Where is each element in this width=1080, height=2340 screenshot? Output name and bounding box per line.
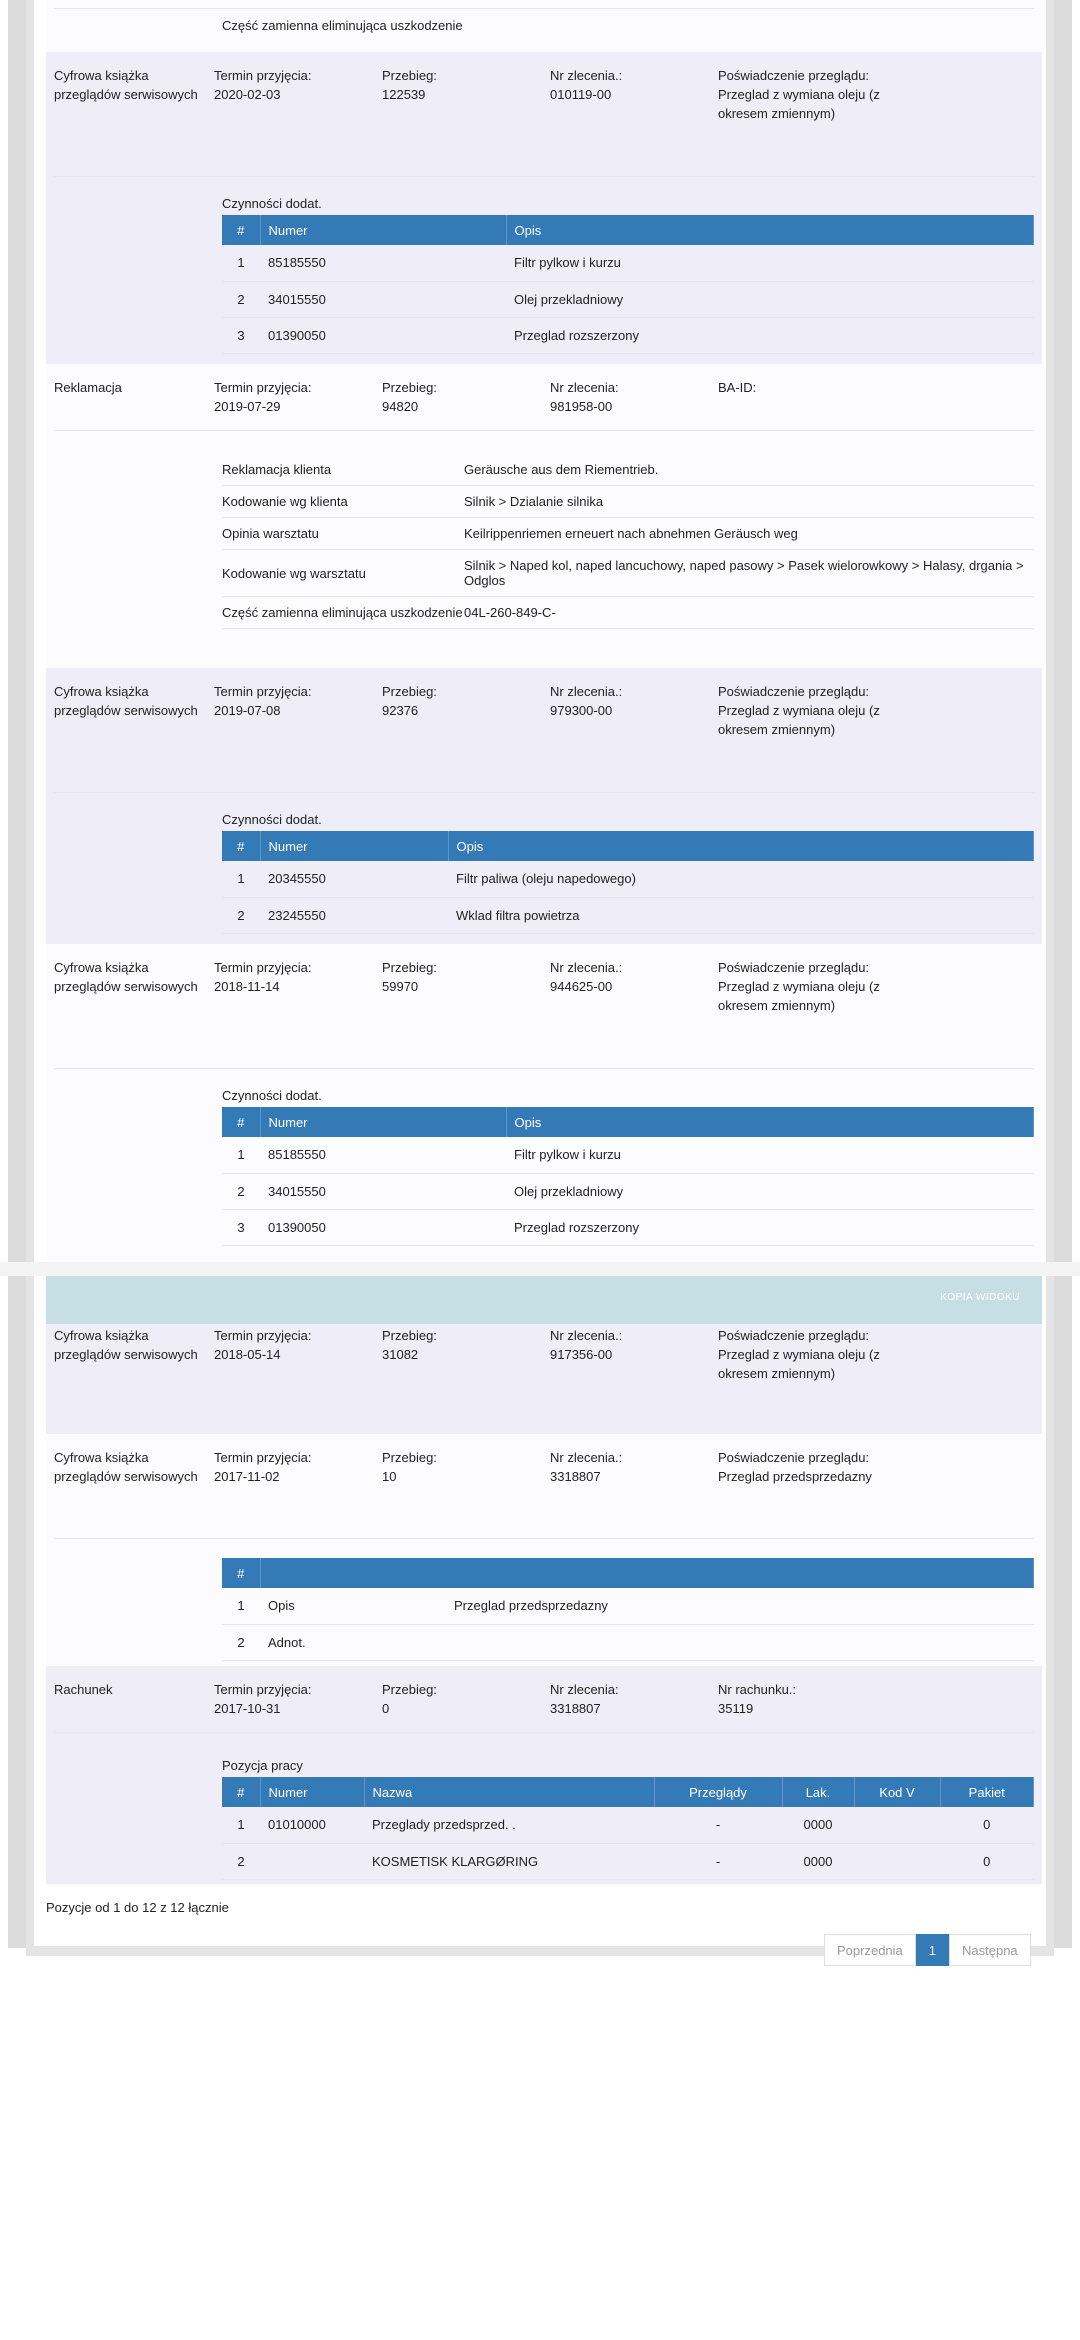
date-label: Termin przyjęcia: xyxy=(214,1682,312,1697)
certificate-value: Przeglad z wymiana oleju (z okresem zmiennym) xyxy=(718,1347,880,1381)
date-value: 2019-07-08 xyxy=(214,703,281,718)
order-label: Nr zlecenia: xyxy=(550,1682,619,1697)
extra-work-table xyxy=(222,215,1034,354)
order-label: Nr zlecenia: xyxy=(550,380,619,395)
order-value: 010119-00 xyxy=(550,87,612,102)
work-items-title: Pozycja pracy xyxy=(222,1758,303,1773)
entry-complaint xyxy=(46,364,1042,668)
table-row: 3 01390050 Przeglad rozszerzony xyxy=(222,317,1034,353)
date-label: Termin przyjęcia: xyxy=(214,960,312,975)
mileage-label: Przebieg: xyxy=(382,960,437,975)
divider xyxy=(54,8,1034,9)
entry-service-2017-11 xyxy=(46,1434,1042,1666)
date-label: Termin przyjęcia: xyxy=(214,1328,312,1343)
col-pakiet: Pakiet xyxy=(940,1777,1034,1807)
certificate-value: Przeglad z wymiana oleju (z okresem zmiennym) xyxy=(718,87,880,121)
date-value: 2017-10-31 xyxy=(214,1701,281,1716)
col-kod-v: Kod V xyxy=(854,1777,940,1807)
divider xyxy=(54,1538,1034,1539)
col-num: # xyxy=(222,215,260,245)
screenshot-seam xyxy=(0,1262,1080,1276)
table-row: 1 01010000 Przeglady przedsprzed. . - 0000 0 xyxy=(222,1807,1034,1843)
table-row: 2 Adnot. xyxy=(222,1624,1034,1660)
table-row: 2 23245550 Wklad filtra powietrza xyxy=(222,897,1034,933)
invoice-number-label: Nr rachunku.: xyxy=(718,1682,797,1697)
mileage-value: 94820 xyxy=(382,399,419,414)
col-numer: Numer xyxy=(260,831,448,861)
col-opis: Opis xyxy=(506,1107,1034,1137)
entry-type: Cyfrowa książka przeglądów serwisowych xyxy=(54,1328,198,1362)
divider xyxy=(54,792,1034,793)
page-1-button[interactable]: 1 xyxy=(916,1934,949,1966)
entry-service-2018-11 xyxy=(46,944,1042,1262)
mileage-value: 122539 xyxy=(382,87,426,102)
col-num: # xyxy=(222,1777,260,1807)
mileage-value: 10 xyxy=(382,1469,397,1484)
mileage-value: 92376 xyxy=(382,703,419,718)
entry-type: Cyfrowa książka przeglądów serwisowych xyxy=(54,960,198,994)
detail-row: Kodowanie wg klienta Silnik > Dzialanie silnika xyxy=(222,486,1034,518)
table-row: 1 85185550 Filtr pylkow i kurzu xyxy=(222,245,1034,281)
table-row: 1 85185550 Filtr pylkow i kurzu xyxy=(222,1137,1034,1173)
detail-label: Część zamienna eliminująca uszkodzenie xyxy=(222,18,463,33)
certificate-value: Przeglad z wymiana oleju (z okresem zmiennym) xyxy=(718,703,880,737)
mileage-label: Przebieg: xyxy=(382,684,437,699)
entry-type: Rachunek xyxy=(54,1682,113,1697)
date-value: 2017-11-02 xyxy=(214,1469,280,1484)
detail-row: Część zamienna eliminująca uszkodzenie 04L-260-849-C- xyxy=(222,597,1034,629)
order-value: 917356-00 xyxy=(550,1347,613,1362)
col-lak: Lak. xyxy=(782,1777,854,1807)
certificate-label: Poświadczenie przeglądu: xyxy=(718,68,870,83)
entry-type: Cyfrowa książka przeglądów serwisowych xyxy=(54,684,198,718)
mileage-value: 0 xyxy=(382,1701,390,1716)
date-label: Termin przyjęcia: xyxy=(214,1450,312,1465)
col-numer: Numer xyxy=(260,1107,506,1137)
copy-view-label[interactable]: KOPIA WIDOKU xyxy=(940,1292,1020,1303)
mileage-label: Przebieg: xyxy=(382,380,437,395)
order-label: Nr zlecenia.: xyxy=(550,1328,623,1343)
mileage-label: Przebieg: xyxy=(382,1328,437,1343)
col-num: # xyxy=(222,1558,260,1588)
mileage-label: Przebieg: xyxy=(382,1682,437,1697)
order-label: Nr zlecenia.: xyxy=(550,1450,623,1465)
extra-work-table xyxy=(222,831,1034,934)
col-empty xyxy=(260,1558,1034,1588)
divider xyxy=(54,1068,1034,1069)
divider xyxy=(54,176,1034,177)
extra-work-title: Czynności dodat. xyxy=(222,812,322,827)
table-row: 2 KOSMETISK KLARGØRING - 0000 0 xyxy=(222,1843,1034,1879)
mileage-value: 59970 xyxy=(382,979,419,994)
col-nazwa: Nazwa xyxy=(364,1777,654,1807)
mileage-label: Przebieg: xyxy=(382,1450,437,1465)
table-row: 3 01390050 Przeglad rozszerzony xyxy=(222,1209,1034,1245)
extra-work-title: Czynności dodat. xyxy=(222,1088,322,1103)
inspection-table xyxy=(222,1558,1034,1661)
order-label: Nr zlecenia.: xyxy=(550,68,623,83)
col-opis: Opis xyxy=(448,831,1034,861)
entry-detail-tail xyxy=(46,0,1042,52)
entry-invoice xyxy=(46,1666,1042,1884)
ba-id-label: BA-ID: xyxy=(718,380,757,395)
col-opis: Opis xyxy=(506,215,1034,245)
pagination xyxy=(824,1934,1031,1966)
entry-service-2018-05 xyxy=(46,1324,1042,1434)
prev-page-button[interactable]: Poprzednia xyxy=(824,1934,916,1966)
certificate-label: Poświadczenie przeglądu: xyxy=(718,1328,870,1343)
date-label: Termin przyjęcia: xyxy=(214,68,312,83)
col-przeglady: Przeglądy xyxy=(654,1777,782,1807)
date-value: 2018-11-14 xyxy=(214,979,280,994)
col-numer: Numer xyxy=(260,1777,364,1807)
col-num: # xyxy=(222,1107,260,1137)
complaint-details xyxy=(222,454,1034,629)
order-value: 3318807 xyxy=(550,1469,601,1484)
detail-row: Kodowanie wg warsztatu Silnik > Naped kol, naped lancuchowy, naped pasowy > Pasek wielorowkowy > Halasy, drgania > Odglos xyxy=(222,550,1034,597)
next-page-button[interactable]: Następna xyxy=(949,1934,1031,1966)
copy-view-bar xyxy=(46,1276,1042,1324)
table-row: 1 20345550 Filtr paliwa (oleju napedowego) xyxy=(222,861,1034,897)
extra-work-title: Czynności dodat. xyxy=(222,196,322,211)
table-row: 2 34015550 Olej przekladniowy xyxy=(222,1173,1034,1209)
date-value: 2019-07-29 xyxy=(214,399,281,414)
extra-work-table xyxy=(222,1107,1034,1246)
entry-service-2019 xyxy=(46,668,1042,944)
invoice-number-value: 35119 xyxy=(718,1701,754,1716)
date-label: Termin przyjęcia: xyxy=(214,380,312,395)
certificate-value: Przeglad z wymiana oleju (z okresem zmiennym) xyxy=(718,979,880,1013)
order-value: 3318807 xyxy=(550,1701,601,1716)
pagination-summary: Pozycje od 1 do 12 z 12 łącznie xyxy=(46,1900,229,1915)
divider xyxy=(54,430,1034,431)
date-value: 2018-05-14 xyxy=(214,1347,281,1362)
order-value: 979300-00 xyxy=(550,703,613,718)
certificate-label: Poświadczenie przeglądu: xyxy=(718,684,870,699)
order-value: 981958-00 xyxy=(550,399,613,414)
col-numer: Numer xyxy=(260,215,506,245)
mileage-value: 31082 xyxy=(382,1347,419,1362)
detail-row: Reklamacja klienta Geräusche aus dem Riementrieb. xyxy=(222,454,1034,486)
order-value: 944625-00 xyxy=(550,979,613,994)
divider xyxy=(54,1732,1034,1733)
table-row: 2 34015550 Olej przekladniowy xyxy=(222,281,1034,317)
entry-type: Reklamacja xyxy=(54,380,122,395)
col-num: # xyxy=(222,831,260,861)
entry-service-2020 xyxy=(46,52,1042,364)
order-label: Nr zlecenia.: xyxy=(550,960,623,975)
certificate-value: Przeglad przedsprzedazny xyxy=(718,1469,872,1484)
entry-type: Cyfrowa książka przeglądów serwisowych xyxy=(54,1450,198,1484)
certificate-label: Poświadczenie przeglądu: xyxy=(718,960,870,975)
entry-type: Cyfrowa książka przeglądów serwisowych xyxy=(54,68,198,102)
work-items-table xyxy=(222,1777,1034,1880)
mileage-label: Przebieg: xyxy=(382,68,437,83)
certificate-label: Poświadczenie przeglądu: xyxy=(718,1450,870,1465)
order-label: Nr zlecenia.: xyxy=(550,684,623,699)
date-value: 2020-02-03 xyxy=(214,87,281,102)
table-row: 1 Opis Przeglad przedsprzedazny xyxy=(222,1588,1034,1624)
date-label: Termin przyjęcia: xyxy=(214,684,312,699)
detail-row: Opinia warsztatu Keilrippenriemen erneuert nach abnehmen Geräusch weg xyxy=(222,518,1034,550)
